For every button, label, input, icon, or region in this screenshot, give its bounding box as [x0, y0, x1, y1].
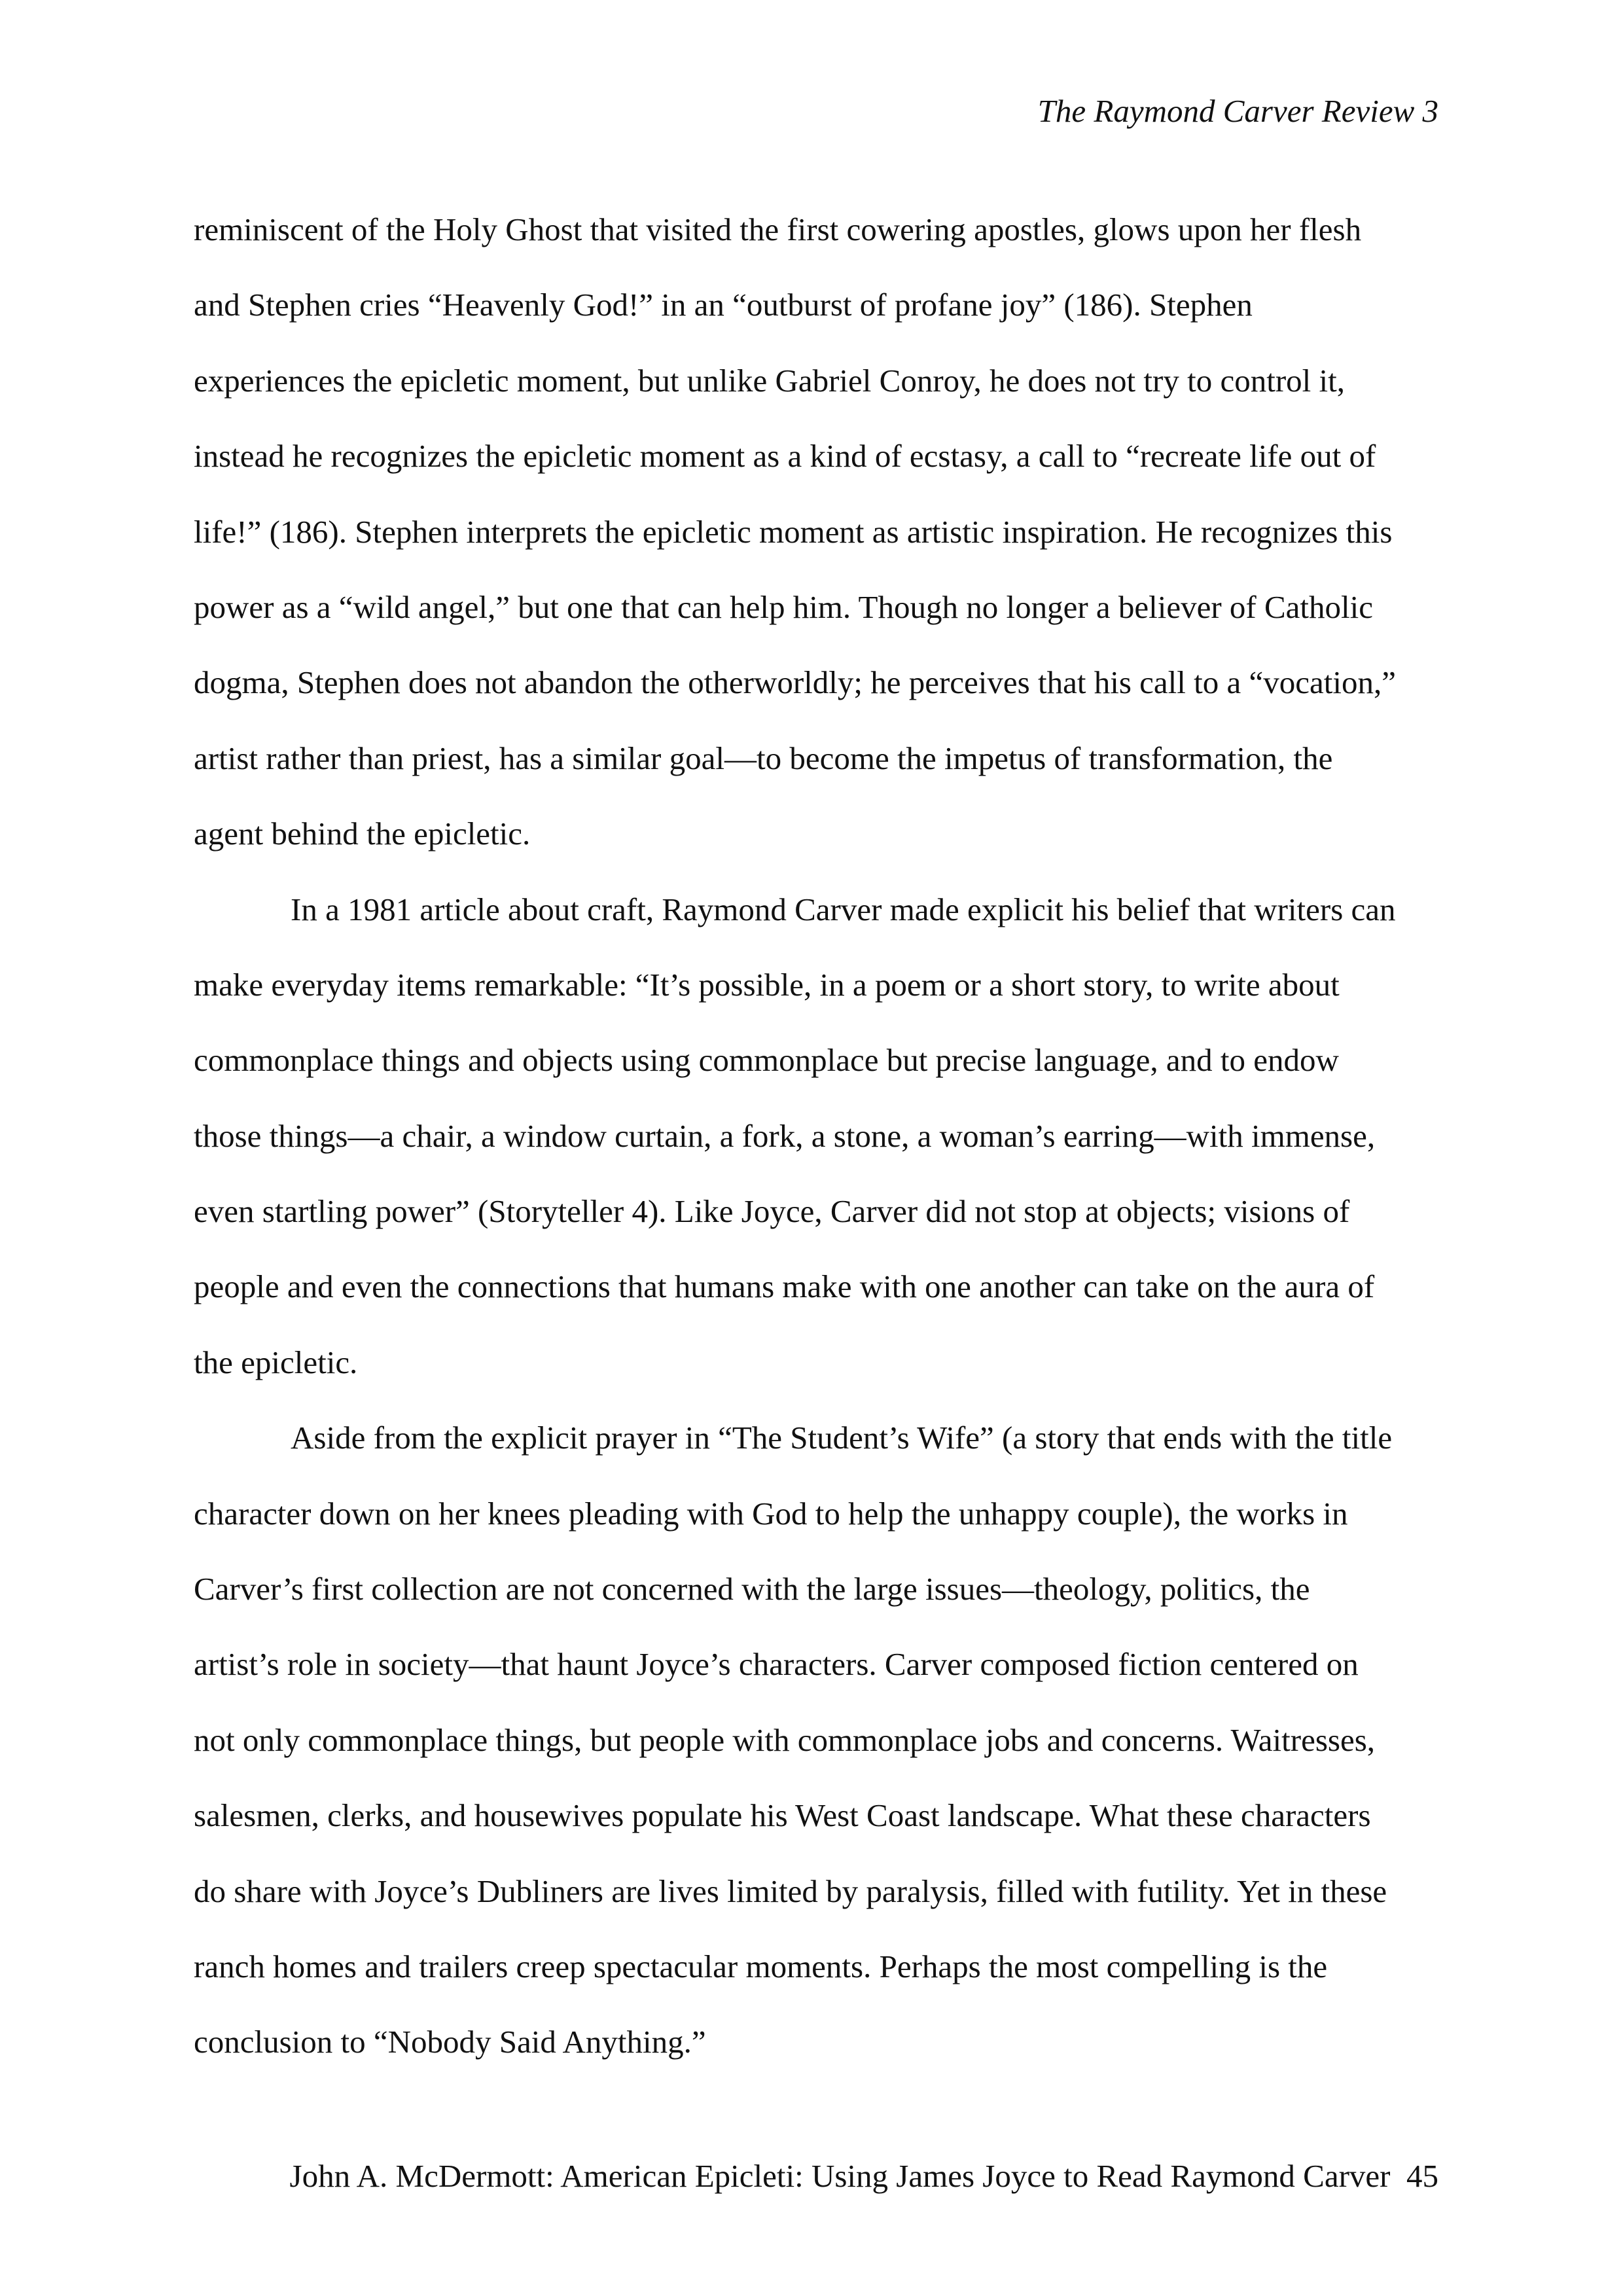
text-line: ranch homes and trailers creep spectacular moments. Perhaps the most compelling is the: [194, 1948, 1328, 1984]
text-line: Carver’s first collection are not concerned with the large issues—theology, politics, the: [194, 1571, 1310, 1607]
text-line: make everyday items remarkable: “It’s possible, in a poem or a short story, to write about: [194, 966, 1340, 1003]
paragraph-3: [194, 1400, 1438, 2080]
text-line: even startling power” (Storyteller 4). Like Joyce, Carver did not stop at objects; visions of: [194, 1193, 1350, 1230]
text-line: the epicletic.: [194, 1344, 358, 1380]
page-number: 45: [1406, 2158, 1438, 2194]
text-line: salesmen, clerks, and housewives populate his West Coast landscape. What these characters: [194, 1797, 1371, 1834]
text-line: dogma, Stephen does not abandon the otherworldly; he perceives that his call to a “vocation,”: [194, 664, 1396, 701]
text-line: people and even the connections that humans make with one another can take on the aura of: [194, 1268, 1375, 1305]
text-line: experiences the epicletic moment, but unlike Gabriel Conroy, he does not try to control it,: [194, 362, 1345, 399]
text-line: artist’s role in society—that haunt Joyce’s characters. Carver composed fiction centered on: [194, 1646, 1359, 1683]
running-footer: [290, 2160, 1438, 2192]
text-line: commonplace things and objects using commonplace but precise language, and to endow: [194, 1042, 1339, 1079]
text-line-indented: In a 1981 article about craft, Raymond Carver made explicit his belief that writers can: [291, 891, 1396, 927]
running-title: The Raymond Carver Review 3: [1037, 93, 1438, 129]
text-line: power as a “wild angel,” but one that can help him. Though no longer a believer of Catholic: [194, 588, 1374, 625]
paragraph-1: [194, 192, 1438, 872]
text-line: life!” (186). Stephen interprets the epicletic moment as artistic inspiration. He recognizes this: [194, 513, 1393, 550]
paragraph-2: [194, 872, 1438, 1401]
text-line: those things—a chair, a window curtain, a fork, a stone, a woman’s earring—with immense,: [194, 1117, 1376, 1154]
text-line: reminiscent of the Holy Ghost that visited the first cowering apostles, glows upon her flesh: [194, 211, 1362, 247]
text-line: character down on her knees pleading with God to help the unhappy couple), the works in: [194, 1495, 1348, 1532]
article-body: [194, 192, 1438, 2080]
text-line: and Stephen cries “Heavenly God!” in an “outburst of profane joy” (186). Stephen: [194, 287, 1253, 323]
text-line: do share with Joyce’s Dubliners are lives limited by paralysis, filled with futility. Yet in these: [194, 1873, 1387, 1909]
text-line-indented: Aside from the explicit prayer in “The Student’s Wife” (a story that ends with the title: [291, 1420, 1393, 1456]
text-line: conclusion to “Nobody Said Anything.”: [194, 2024, 706, 2060]
text-line: instead he recognizes the epicletic moment as a kind of ecstasy, a call to “recreate life out of: [194, 438, 1376, 475]
text-line: not only commonplace things, but people with commonplace jobs and concerns. Waitresses,: [194, 1721, 1376, 1758]
text-line: agent behind the epicletic.: [194, 816, 531, 852]
running-header: [1038, 95, 1438, 127]
text-line: artist rather than priest, has a similar goal—to become the impetus of transformation, the: [194, 740, 1333, 776]
footer-citation: John A. McDermott: American Epicleti: Using James Joyce to Read Raymond Carver: [289, 2158, 1391, 2194]
